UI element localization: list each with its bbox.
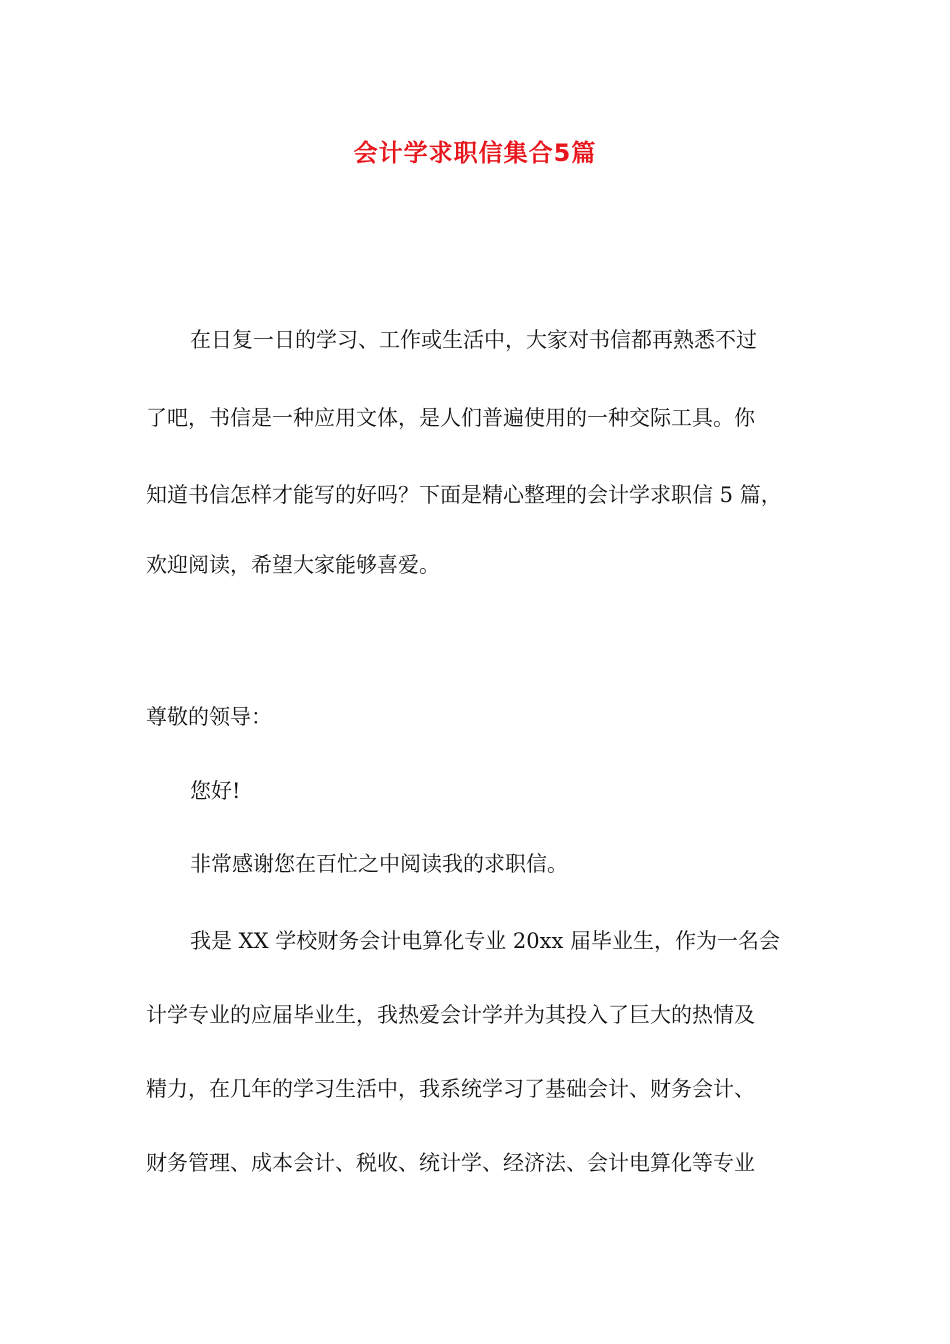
document-title: 会计学求职信集合5篇 <box>353 139 597 167</box>
greeting: 您好! <box>190 779 241 803</box>
intro-line-3: 知道书信怎样才能写的好吗？下面是精心整理的会计学求职信 5 篇， <box>146 483 782 507</box>
thanks-line: 非常感谢您在百忙之中阅读我的求职信。 <box>190 852 568 876</box>
body-line-3: 精力，在几年的学习生活中，我系统学习了基础会计、财务会计、 <box>146 1077 755 1101</box>
salutation: 尊敬的领导： <box>146 705 272 729</box>
intro-line-2: 了吧，书信是一种应用文体，是人们普遍使用的一种交际工具。你 <box>146 406 755 430</box>
body-line-4: 财务管理、成本会计、税收、统计学、经济法、会计电算化等专业 <box>146 1151 755 1175</box>
intro-line-1: 在日复一日的学习、工作或生活中，大家对书信都再熟悉不过 <box>190 328 757 352</box>
body-line-2: 计学专业的应届毕业生，我热爱会计学并为其投入了巨大的热情及 <box>146 1003 755 1027</box>
intro-line-4: 欢迎阅读，希望大家能够喜爱。 <box>146 553 440 577</box>
body-line-1: 我是 XX 学校财务会计电算化专业 20xx 届毕业生，作为一名会 <box>190 929 781 953</box>
